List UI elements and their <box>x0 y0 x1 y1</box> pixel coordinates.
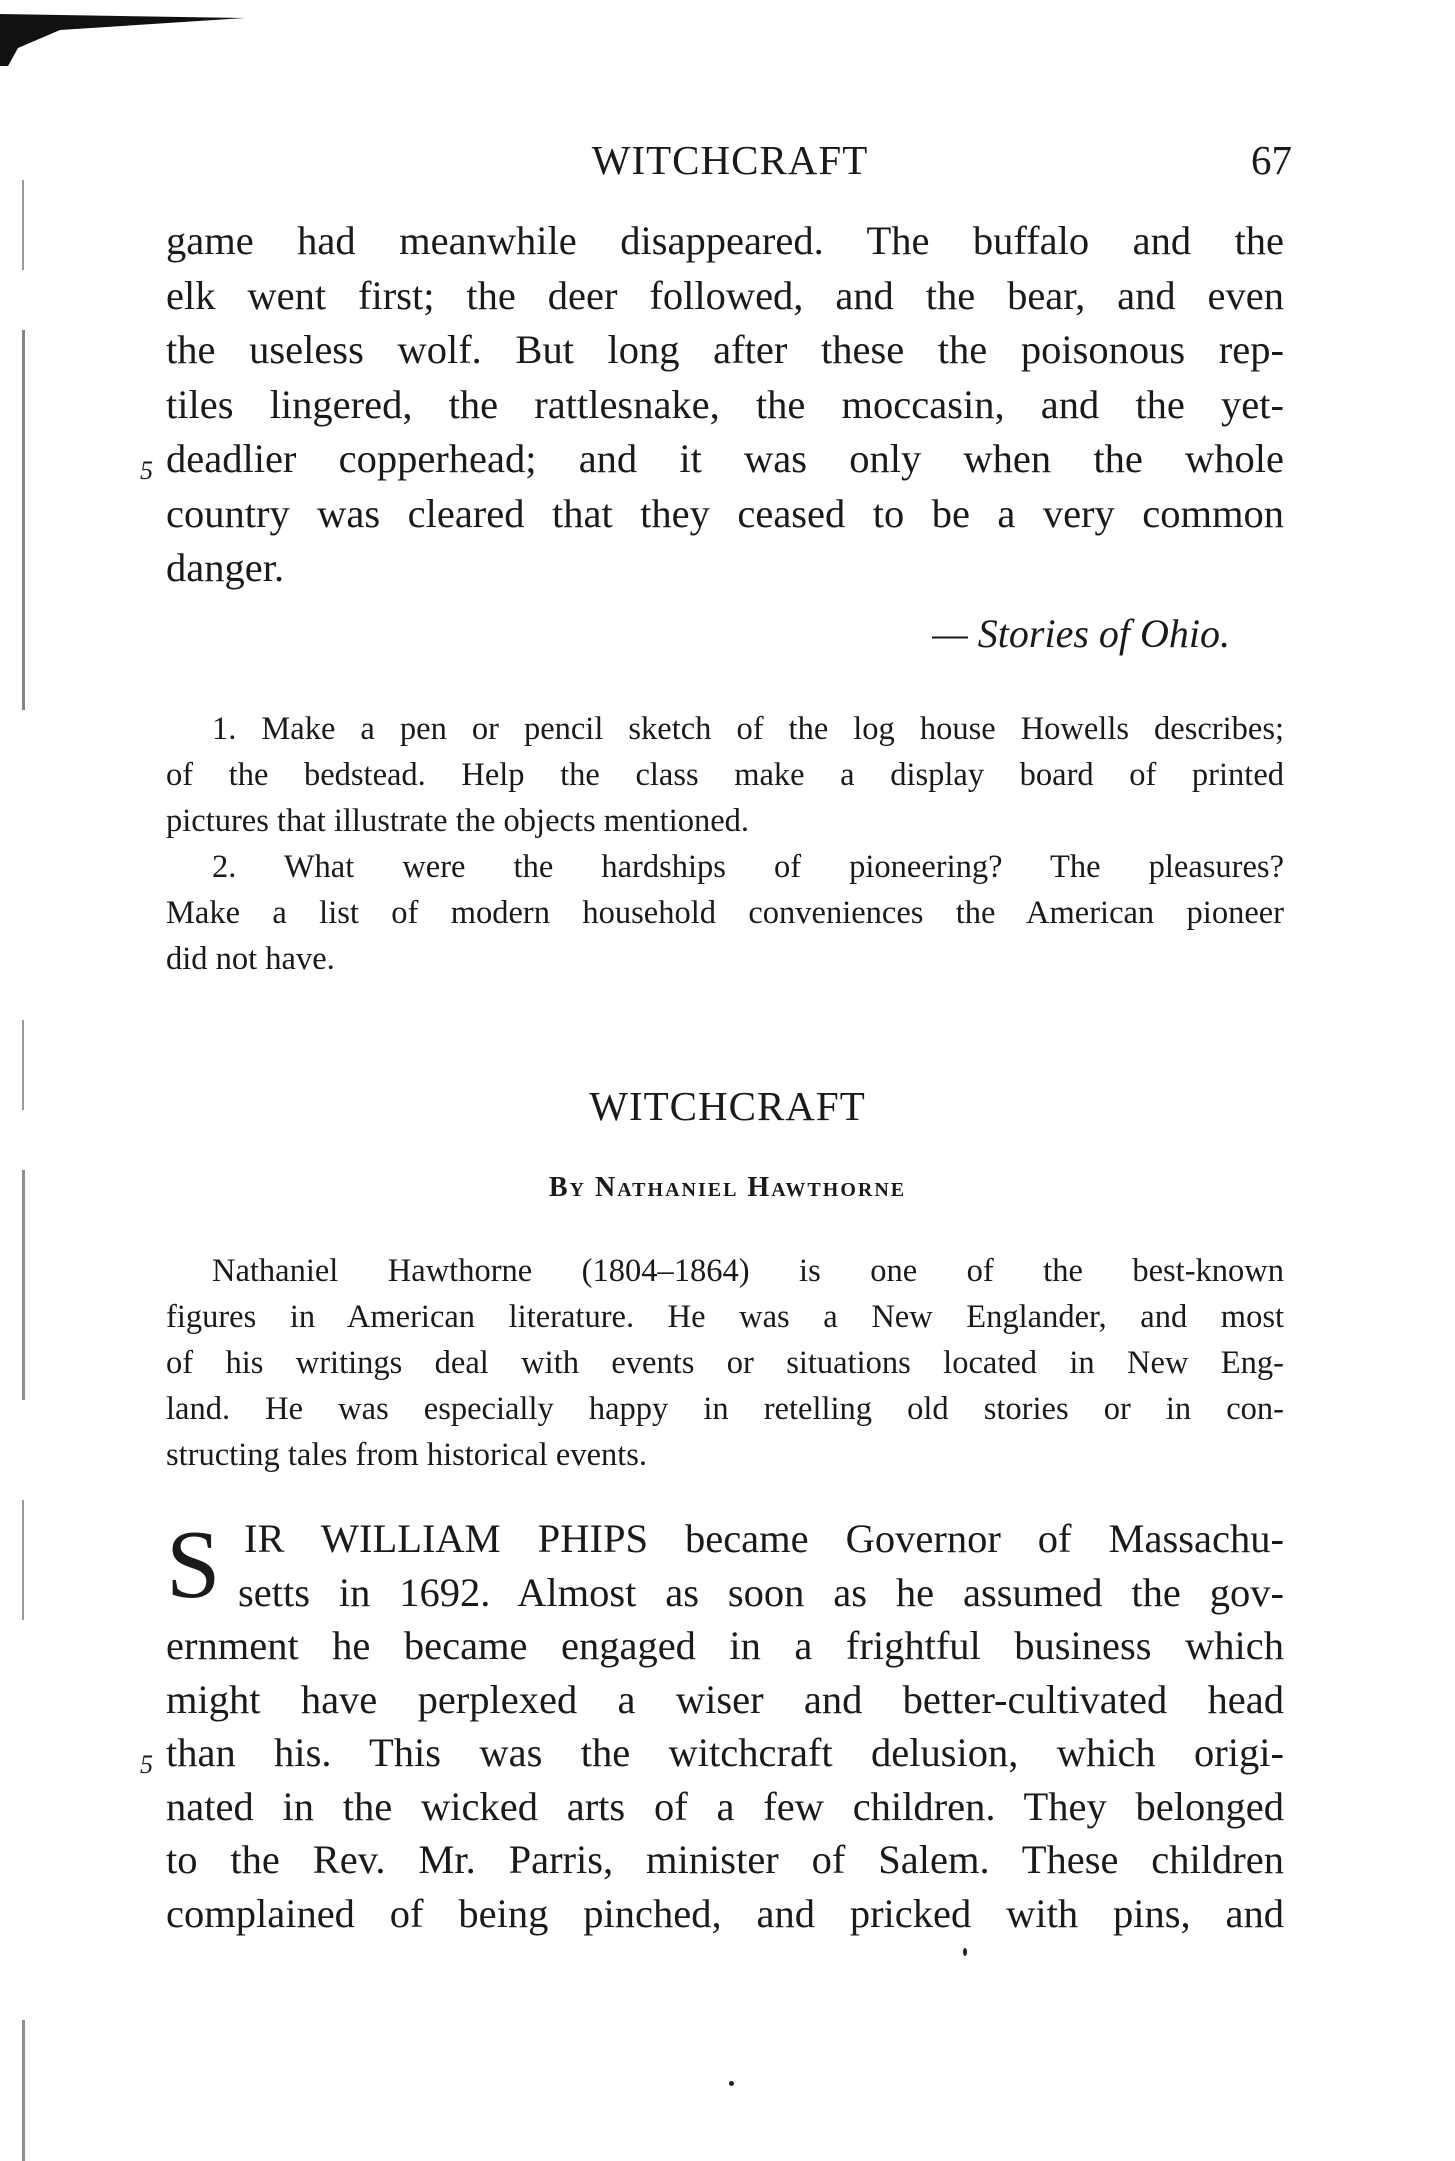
study-questions <box>166 706 1284 982</box>
question-line: Make a list of modern household conveniences the American pioneer <box>166 895 1284 931</box>
scan-edge-mark <box>22 2020 25 2161</box>
author-intro <box>166 1248 1284 1478</box>
scan-edge-mark <box>22 180 24 270</box>
body-line: country was cleared that they ceased to be a very common <box>166 490 1284 536</box>
running-head <box>168 136 1292 196</box>
intro-line: structing tales from historical events. <box>166 1437 648 1473</box>
story-line: might have perplexed a wiser and better-cultivated head <box>166 1676 1284 1722</box>
body-line: game had meanwhile disappeared. The buffalo and the <box>166 218 1284 263</box>
question-line: 2. What were the hardships of pioneering? The pleasures? <box>212 849 1284 885</box>
story-line: IR WILLIAM PHIPS became Governor of Massachu- <box>244 1516 1284 1561</box>
body-line: danger. <box>166 545 285 590</box>
story-line: to the Rev. Mr. Parris, minister of Salem. These children <box>166 1837 1284 1882</box>
page-number: 67 <box>1251 137 1292 183</box>
intro-line: land. He was especially happy in retelling old stories or in con- <box>166 1391 1284 1427</box>
body-line: elk went first; the deer followed, and the bear, and even <box>166 272 1284 318</box>
story-line: ernment he became engaged in a frightful business which <box>166 1623 1284 1668</box>
scan-edge-mark <box>22 330 25 710</box>
story-line: complained of being pinched, and pricked with pins, and <box>166 1890 1284 1936</box>
body-paragraph <box>140 214 1284 596</box>
scan-speck <box>963 1948 967 1956</box>
scan-corner-mark <box>0 8 245 68</box>
story-line-with-number <box>140 1726 1284 1780</box>
section-title: WITCHCRAFT <box>589 1083 866 1129</box>
body-line: the useless wolf. But long after these the poisonous rep- <box>166 327 1284 372</box>
scan-edge-mark <box>22 1500 24 1620</box>
question-line: of the bedstead. Help the class make a display board of printed <box>166 757 1284 793</box>
question-line: 1. Make a pen or pencil sketch of the log house Howells describes; <box>212 711 1284 747</box>
story-text <box>140 1512 1284 1940</box>
running-head-title: WITCHCRAFT <box>591 137 869 183</box>
body-line: deadlier copperhead; and it was only when the whole <box>166 436 1284 481</box>
line-number: 5 <box>140 456 153 485</box>
story-line: nated in the wicked arts of a few children. They belonged <box>166 1783 1284 1829</box>
source-attribution: — Stories of Ohio. <box>932 611 1230 656</box>
author-byline: By Nathaniel Hawthorne <box>548 1172 907 1203</box>
scan-speck <box>729 2081 734 2086</box>
intro-line: of his writings deal with events or situations located in New Eng- <box>166 1345 1284 1381</box>
drop-cap: S <box>166 1511 221 1619</box>
intro-line: Nathaniel Hawthorne (1804–1864) is one of the best-known <box>212 1253 1284 1289</box>
intro-line: figures in American literature. He was a New Englander, and most <box>166 1299 1284 1335</box>
scan-edge-mark <box>22 1170 25 1400</box>
body-line: tiles lingered, the rattlesnake, the moccasin, and the yet- <box>166 381 1284 427</box>
question-line: did not have. <box>166 941 335 977</box>
line-number: 5 <box>140 1750 153 1779</box>
story-line: than his. This was the witchcraft delusion, which origi- <box>166 1730 1284 1775</box>
question-line: pictures that illustrate the objects mentioned. <box>166 803 750 839</box>
body-line-with-number <box>140 432 1284 487</box>
story-line: setts in 1692. Almost as soon as he assumed the gov- <box>238 1569 1284 1615</box>
